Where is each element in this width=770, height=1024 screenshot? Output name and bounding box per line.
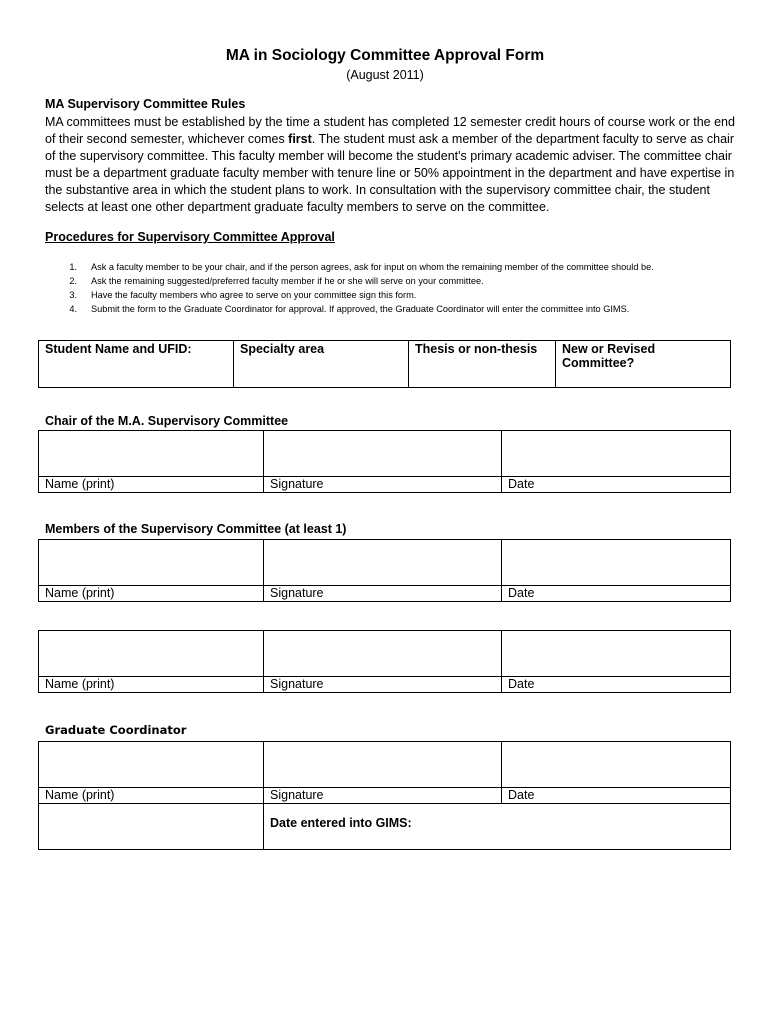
procedure-number: 4.	[69, 304, 77, 314]
coordinator-signature-table	[38, 741, 731, 850]
name-label: Name (print)	[39, 677, 264, 693]
chair-signature-input[interactable]	[264, 431, 502, 477]
member1-date-input[interactable]	[502, 540, 731, 586]
coordinator-signature-input[interactable]	[264, 742, 502, 788]
page-title: MA in Sociology Committee Approval Form	[225, 47, 545, 64]
chair-name-input[interactable]	[39, 431, 264, 477]
procedure-text: Ask a faculty member to be your chair, and if the person agrees, ask for input on whom the remaining member of the committee should be.	[91, 262, 654, 272]
procedure-item	[45, 302, 745, 316]
member2-date-input[interactable]	[502, 631, 731, 677]
procedure-text: Submit the form to the Graduate Coordinator for approval. If approved, the Graduate Coordinator will enter the committee into GIMS.	[91, 304, 630, 314]
rules-text-1: MA committees must be established by the time a student has completed 12 semester credit hours of course work or the end of their second semester, whichever comes	[45, 115, 735, 146]
procedure-text: Have the faculty members who agree to serve on your committee sign this form.	[91, 290, 417, 300]
signature-label: Signature	[264, 586, 502, 602]
member2-name-input[interactable]	[39, 631, 264, 677]
student-info-table	[38, 340, 731, 388]
date-label: Date	[502, 677, 731, 693]
rules-text-2: . The student must ask a member of the department faculty to serve as chair of the supervisory committee. This faculty member will become the student's primary academic adviser. The committee chair must be a department graduate faculty member with tenure line or 50% appointment in the department and have expertise in the substantive area in which the student plans to work. In consultation with the supervisory committee chair, the student selects at least one other department graduate faculty members to serve on the committee.	[45, 132, 735, 214]
name-label: Name (print)	[39, 477, 264, 493]
coordinator-blank-cell	[39, 804, 264, 850]
coordinator-date-input[interactable]	[502, 742, 731, 788]
student-name-field[interactable]: Student Name and UFID:	[39, 341, 234, 388]
gims-date-field[interactable]: Date entered into GIMS:	[264, 804, 731, 850]
date-label: Date	[502, 788, 731, 804]
procedure-item	[45, 274, 745, 288]
rules-bold-word: first	[288, 132, 312, 146]
member1-name-input[interactable]	[39, 540, 264, 586]
procedure-item	[45, 260, 745, 274]
date-label: Date	[502, 477, 731, 493]
procedures-heading: Procedures for Supervisory Committee Approval	[45, 230, 335, 244]
chair-signature-table	[38, 430, 731, 493]
thesis-field[interactable]: Thesis or non-thesis	[409, 341, 556, 388]
rules-heading: MA Supervisory Committee Rules	[45, 97, 246, 111]
member1-signature-table	[38, 539, 731, 602]
procedure-text: Ask the remaining suggested/preferred faculty member if he or she will serve on your committee.	[91, 276, 484, 286]
rules-body	[45, 114, 735, 216]
procedure-number: 3.	[69, 290, 77, 300]
name-label: Name (print)	[39, 788, 264, 804]
member2-signature-input[interactable]	[264, 631, 502, 677]
new-revised-field[interactable]: New or Revised Committee?	[556, 341, 731, 388]
page-subtitle: (August 2011)	[346, 68, 424, 82]
date-label: Date	[502, 586, 731, 602]
name-label: Name (print)	[39, 586, 264, 602]
members-heading: Members of the Supervisory Committee (at least 1)	[45, 522, 347, 536]
chair-heading: Chair of the M.A. Supervisory Committee	[45, 414, 289, 428]
member1-signature-input[interactable]	[264, 540, 502, 586]
procedures-list	[45, 260, 745, 316]
signature-label: Signature	[264, 677, 502, 693]
signature-label: Signature	[264, 788, 502, 804]
coordinator-name-input[interactable]	[39, 742, 264, 788]
coordinator-heading: Graduate Coordinator	[45, 723, 187, 737]
chair-date-input[interactable]	[502, 431, 731, 477]
member2-signature-table	[38, 630, 731, 693]
procedure-number: 2.	[69, 276, 77, 286]
procedure-number: 1.	[69, 262, 77, 272]
specialty-area-field[interactable]: Specialty area	[234, 341, 409, 388]
procedure-item	[45, 288, 745, 302]
signature-label: Signature	[264, 477, 502, 493]
